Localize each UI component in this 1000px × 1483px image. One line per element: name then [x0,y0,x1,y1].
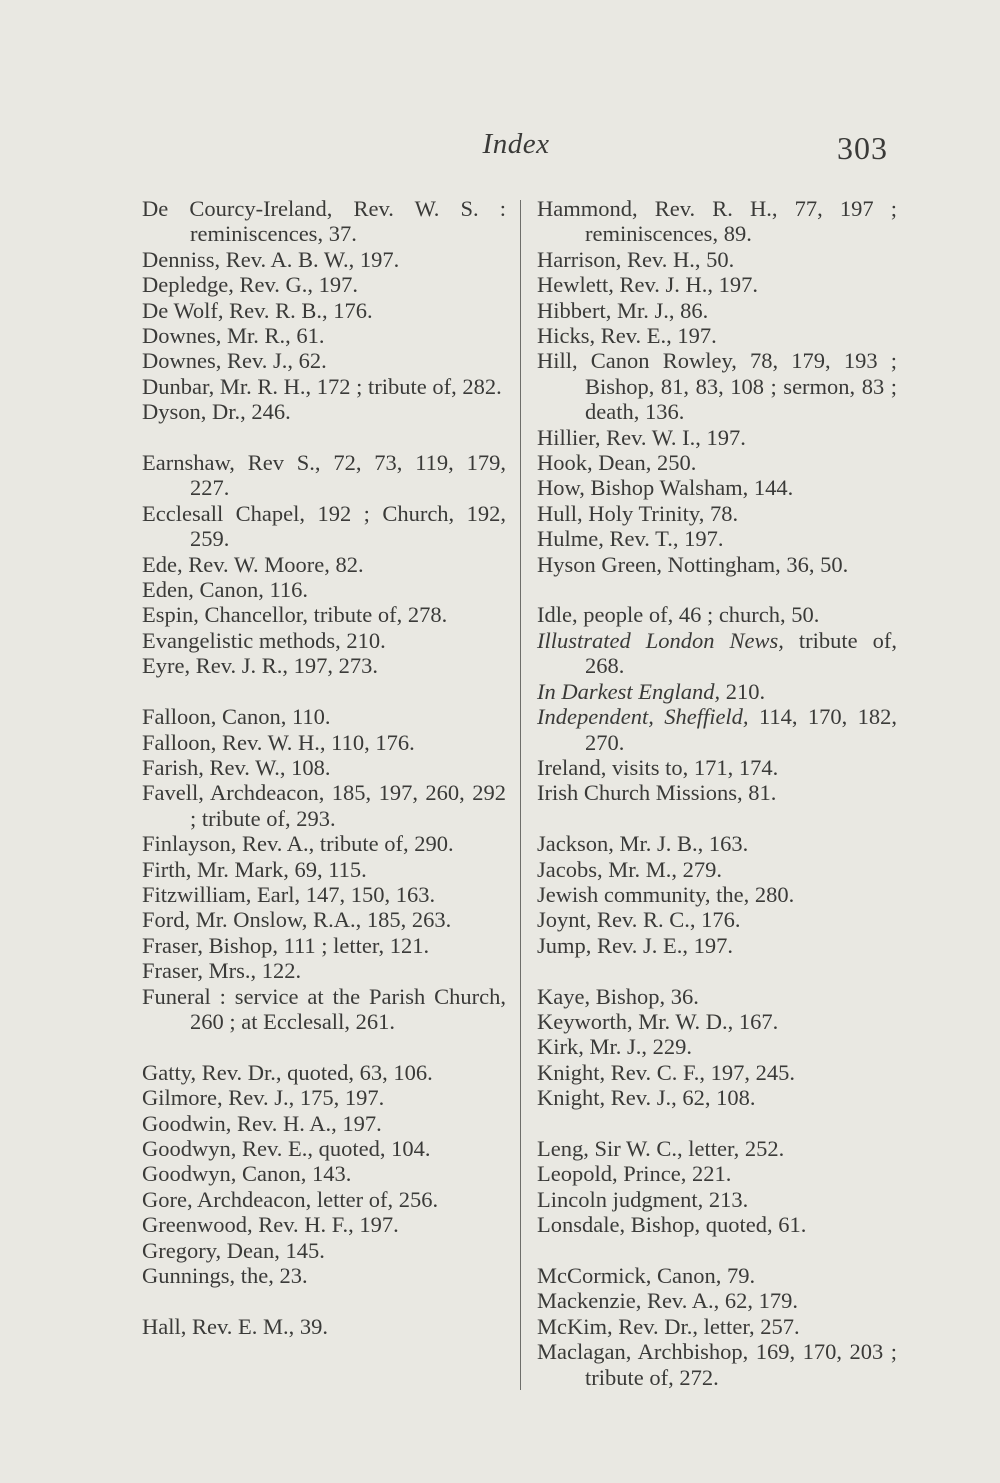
index-entry: Ireland, visits to, 171, 174. [537,754,779,780]
index-entry-title: Independent, Sheffield, [537,704,749,730]
index-entry: Hewlett, Rev. J. H., 197. [537,272,759,298]
index-entry: Firth, Mr. Mark, 69, 115. [142,856,367,882]
index-entry: Dyson, Dr., 246. [142,399,291,425]
index-entry: Jackson, Mr. J. B., 163. [537,831,749,857]
index-entry: Downes, Mr. R., 61. [142,323,325,349]
section-gap [142,425,506,450]
index-entry-pages: 114, 170, 182, 270. [585,704,897,755]
index-entry: Espin, Chancellor, tribute of, 278. [142,602,448,628]
index-entry: Hammond, Rev. R. H., 77, 197 ; reminiscences, 89. [537,196,897,247]
index-entry: Harrison, Rev. H., 50. [537,246,735,272]
index-entry: Ecclesall Chapel, 192 ; Church, 192, 259. [142,500,506,552]
index-entry: Gore, Archdeacon, letter of, 256. [142,1186,439,1212]
index-entry: Dunbar, Mr. R. H., 172 ; tribute of, 282. [142,373,502,399]
section-gap [537,958,897,983]
index-entry: Hill, Canon Rowley, 78, 179, 193 ; Bishop, 81, 83, 108 ; sermon, 83 ; death, 136. [537,348,897,425]
index-entry: Hull, Holy Trinity, 78. [537,500,739,526]
index-entry: How, Bishop Walsham, 144. [537,475,794,501]
running-title: Index [482,128,550,160]
index-entry: Fraser, Bishop, 111 ; letter, 121. [142,932,430,958]
index-entry: Eden, Canon, 116. [142,577,309,603]
index-entry: McKim, Rev. Dr., letter, 257. [537,1313,800,1339]
index-entry: Keyworth, Mr. W. D., 167. [537,1008,779,1034]
section-gap [537,577,897,602]
index-entry: Kaye, Bishop, 36. [537,983,699,1009]
running-head [140,124,892,168]
index-entry: Goodwyn, Rev. E., quoted, 104. [142,1135,431,1161]
index-entry: Goodwyn, Canon, 143. [142,1161,352,1187]
index-entry [537,679,897,704]
index-entry: Hook, Dean, 250. [537,450,697,476]
section-gap [537,806,897,831]
index-entry: Downes, Rev. J., 62. [142,348,327,374]
column-divider [520,200,521,1390]
index-entry: Ford, Mr. Onslow, R.A., 185, 263. [142,907,452,933]
index-entry: Jacobs, Mr. M., 279. [537,856,722,882]
index-entry: Earnshaw, Rev S., 72, 73, 119, 179, 227. [142,450,506,501]
index-column-right [537,196,897,1390]
index-entry: Leopold, Prince, 221. [537,1161,732,1187]
index-entry: Hyson Green, Nottingham, 36, 50. [537,551,849,577]
section-gap [142,679,506,704]
index-entry: Fraser, Mrs., 122. [142,958,302,984]
index-entry: Finlayson, Rev. A., tribute of, 290. [142,831,454,857]
index-entry: Hibbert, Mr. J., 86. [537,297,709,323]
index-entry: Lincoln judgment, 213. [537,1186,749,1212]
index-entry: Falloon, Rev. W. H., 110, 176. [142,729,415,755]
index-entry: Evangelistic methods, 210. [142,627,386,653]
index-entry: Jewish community, the, 280. [537,881,795,907]
index-entry: Gregory, Dean, 145. [142,1237,325,1263]
index-column-left [142,196,506,1339]
index-entry [537,628,897,679]
section-gap [142,1288,506,1313]
index-entry: Depledge, Rev. G., 197. [142,272,358,298]
index-entry: Mackenzie, Rev. A., 62, 179. [537,1288,798,1314]
index-entry: Hulme, Rev. T., 197. [537,526,724,552]
index-entry: Goodwin, Rev. H. A., 197. [142,1110,382,1136]
index-entry: Maclagan, Archbishop, 169, 170, 203 ; tribute of, 272. [537,1339,897,1390]
index-entry-title: In Darkest England, [537,678,721,704]
index-entry [537,704,897,755]
index-entry: Denniss, Rev. A. B. W., 197. [142,246,400,272]
page-number: 303 [837,130,888,166]
index-entry: Idle, people of, 46 ; church, 50. [537,602,820,628]
index-entry: Jump, Rev. J. E., 197. [537,932,734,958]
index-entry: Eyre, Rev. J. R., 197, 273. [142,653,379,679]
section-gap [537,1238,897,1263]
index-entry: Gatty, Rev. Dr., quoted, 63, 106. [142,1059,433,1085]
index-entry: Leng, Sir W. C., letter, 252. [537,1135,785,1161]
index-entry: Hicks, Rev. E., 197. [537,323,717,349]
index-entry: Falloon, Canon, 110. [142,704,331,730]
index-entry: De Courcy-Ireland, Rev. W. S. : reminiscences, 37. [142,196,506,247]
index-entry: Lonsdale, Bishop, quoted, 61. [537,1212,807,1238]
index-entry: Farish, Rev. W., 108. [142,754,331,780]
index-entry: Irish Church Missions, 81. [537,780,777,806]
index-entry: Fitzwilliam, Earl, 147, 150, 163. [142,881,436,907]
index-entry: Funeral : service at the Parish Church, 260 ; at Ecclesall, 261. [142,983,506,1034]
index-entry: Hall, Rev. E. M., 39. [142,1313,329,1339]
index-entry-pages: tribute of, 268. [585,627,897,679]
index-entry: Gunnings, the, 23. [142,1263,308,1289]
index-entry: McCormick, Canon, 79. [537,1262,756,1288]
section-gap [142,1034,506,1059]
section-gap [537,1111,897,1136]
index-entry: De Wolf, Rev. R. B., 176. [142,297,373,323]
index-entry: Knight, Rev. J., 62, 108. [537,1085,756,1111]
index-entry-title: Illustrated London News, [537,627,784,653]
index-entry: Greenwood, Rev. H. F., 197. [142,1212,399,1238]
index-entry: Joynt, Rev. R. C., 176. [537,907,741,933]
index-entry-pages: 210. [720,678,766,704]
index-entry: Kirk, Mr. J., 229. [537,1034,693,1060]
index-entry: Knight, Rev. C. F., 197, 245. [537,1059,796,1085]
index-entry: Ede, Rev. W. Moore, 82. [142,551,364,577]
index-entry: Gilmore, Rev. J., 175, 197. [142,1085,385,1111]
index-entry: Favell, Archdeacon, 185, 197, 260, 292 ; tribute of, 293. [142,780,506,831]
index-entry: Hillier, Rev. W. I., 197. [537,424,746,450]
